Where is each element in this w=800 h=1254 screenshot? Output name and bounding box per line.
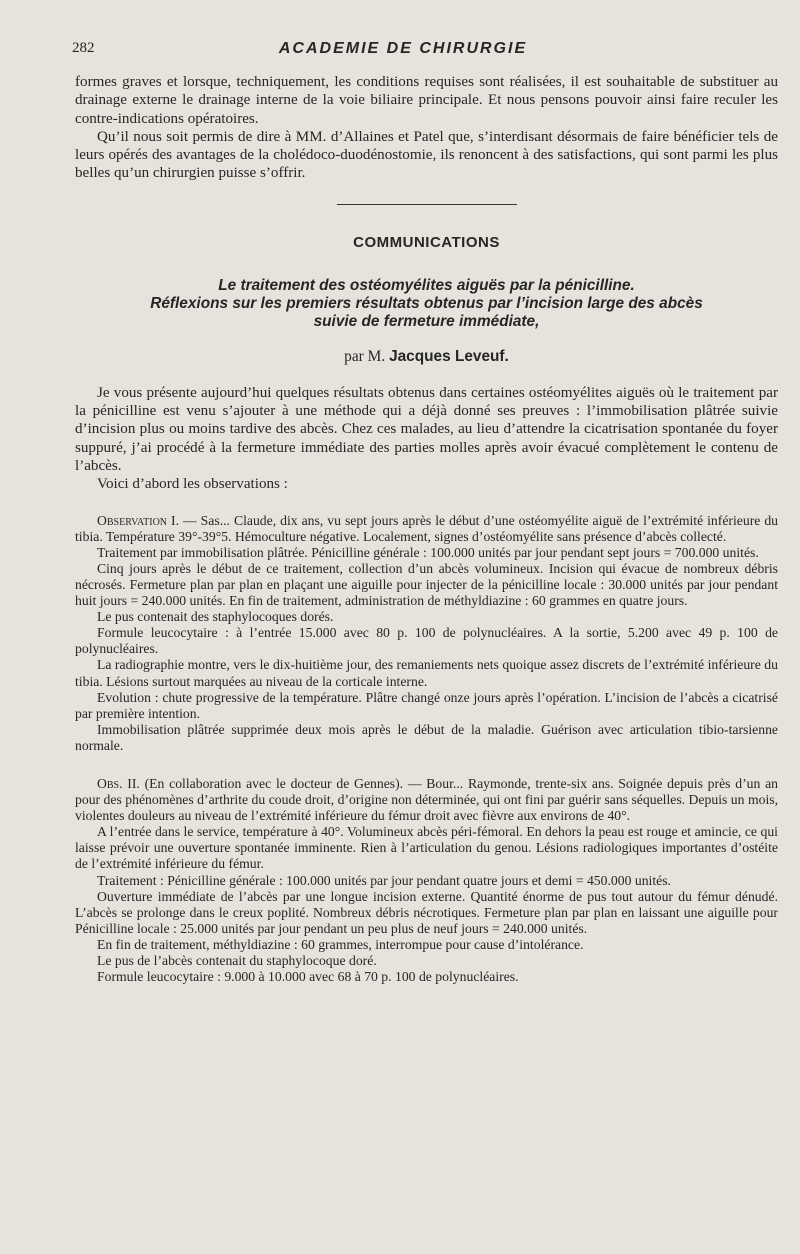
section-heading: COMMUNICATIONS <box>353 233 500 251</box>
observation-paragraph: A l’entrée dans le service, température à 40°. Volumineux abcès péri-fémoral. En dehors la peau est rouge et amincie, ce qui laisse prévoir une ouverture spontanée imminente. Rien à l’articulation du genou. Lésions radiologiques importantes d’ostéite de l’extrémité inférieure du fémur. <box>75 824 778 872</box>
observation-2 <box>75 776 778 985</box>
byline <box>75 348 778 366</box>
article-title-line: Le traitement des ostéomyélites aiguës par la pénicilline. <box>218 276 635 294</box>
page-header <box>72 40 734 62</box>
observation-paragraph: Traitement : Pénicilline générale : 100.000 unités par jour pendant quatre jours et demi = 450.000 unités. <box>97 872 671 888</box>
byline-prefix: par M. <box>344 347 386 365</box>
observation-paragraph: La radiographie montre, vers le dix-huitième jour, des remaniements nets quoique assez discrets de l’extrémité inférieure du tibia. Lésions surtout marquées au niveau de la corticale interne. <box>75 657 778 689</box>
page-body <box>75 73 778 985</box>
observation-paragraph: Le pus de l’abcès contenait du staphylocoque doré. <box>97 953 377 968</box>
observation-1 <box>75 513 778 754</box>
observation-paragraph: Le pus contenait des staphylocoques dorés. <box>97 609 334 625</box>
page-number: 282 <box>72 40 95 56</box>
separator-rule <box>337 204 517 205</box>
observation-paragraph: Traitement par immobilisation plâtrée. Pénicilline générale : 100.000 unités par jour pendant sept jours = 700.000 unités. <box>97 544 759 560</box>
intro-paragraph: Je vous présente aujourd’hui quelques résultats obtenus dans certaines ostéomyélites aiguës où le traitement par la pénicilline est venu s’ajouter à une méthode qui a déjà donné ses preuves : l’immobilisation plâtrée suivie d’incision plus ou moins tardive des abcès. Chez ces malades, au lieu d’attendre la cicatrisation spontanée du foyer suppuré, j’ai procédé à la fermeture immédiate des parties molles après avoir évacué complètement le contenu de l’abcès. <box>75 384 778 474</box>
observation-paragraph: Formule leucocytaire : à l’entrée 15.000 avec 80 p. 100 de polynucléaires. A la sortie, 5.200 avec 49 p. 100 de polynucléaires. <box>75 625 778 657</box>
observation-paragraph: Immobilisation plâtrée supprimée deux mois après le début de la maladie. Guérison avec articulation tibio-tarsienne normale. <box>75 721 778 753</box>
observation-paragraph: Ouverture immédiate de l’abcès par une longue incision externe. Quantité énorme de pus tout autour du fémur dénudé. L’abcès se prolonge dans le creux poplité. Nombreux débris nécrotiques. Fermeture plan par plan en laissant une aiguille pour Pénicilline locale : 25.000 unités par jour pendant un peu plus de neuf jours = 240.000 unités. <box>75 888 778 936</box>
observation-paragraph: En fin de traitement, méthyldiazine : 60 grammes, interrompue pour cause d’intolérance. <box>97 936 584 952</box>
observation-paragraph <box>75 513 778 545</box>
intro-paragraph: Voici d’abord les observations : <box>97 476 288 493</box>
intro-section <box>75 384 778 494</box>
article-title-line: suivie de fermeture immédiate, <box>313 312 540 330</box>
running-title: ACADEMIE DE CHIRURGIE <box>278 40 528 57</box>
observation-text: (En collaboration avec le docteur de Gennes). — Bour... Raymonde, trente-six ans. Soignée depuis près d’un an pour des phénomènes d’arthrite du coude droit, d’origine non déterminée, qui ont fini par guérir sans séquelles. Depuis un mois, violentes douleurs au niveau de l’extrémité inférieure du fémur droit avec fièvre aux environs de 40°. <box>75 775 779 824</box>
closing-paragraph: Qu’il nous soit permis de dire à MM. d’Allaines et Patel que, s’interdisant désormais de faire bénéficier tels de leurs opérés des avantages de la cholédoco-duodénostomie, ils renoncent à des satisfactions, qui sont parmi les plus belles qu’un chirurgien puisse s’offrir. <box>75 128 778 182</box>
observation-label: Obs. II. <box>97 775 140 791</box>
author-name: Jacques Leveuf. <box>389 347 509 365</box>
article-title-line: Réflexions sur les premiers résultats obtenus par l’incision large des abcès <box>150 294 703 312</box>
observation-paragraph: Formule leucocytaire : 9.000 à 10.000 avec 68 à 70 p. 100 de polynucléaires. <box>97 969 519 985</box>
observation-paragraph: Evolution : chute progressive de la température. Plâtre changé onze jours après l’opération. L’incision de l’abcès a cicatrisé par première intention. <box>75 689 778 721</box>
article-title <box>75 277 778 331</box>
observation-paragraph: Cinq jours après le début de ce traitement, collection d’un abcès volumineux. Incision qui évacue de nombreux débris nécrosés. Fermeture plan par plan en plaçant une aiguille pour injecter de la pénicilline locale : 30.000 unités par jour pendant huit jours = 240.000 unités. En fin de traitement, administration de méthyldiazine : 60 grammes en quatre jours. <box>75 560 778 609</box>
observation-text: — Sas... Claude, dix ans, vu sept jours après le début d’une ostéomyélite aiguë de l’extrémité inférieure du tibia. Température 39°-39°5. Hémoculture négative. Localement, signes d’ostéomyélite sans présence d’abcès collecté. <box>75 512 779 544</box>
closing-paragraph: formes graves et lorsque, techniquement, les conditions requises sont réalisées, il est souhaitable de substituer au drainage externe le drainage interne de la voie biliaire principale. Et nous pensons pouvoir ainsi faire reculer les contre-indications opératoires. <box>75 74 778 127</box>
observation-label: Observation I. <box>97 512 179 528</box>
observation-paragraph <box>75 776 778 824</box>
